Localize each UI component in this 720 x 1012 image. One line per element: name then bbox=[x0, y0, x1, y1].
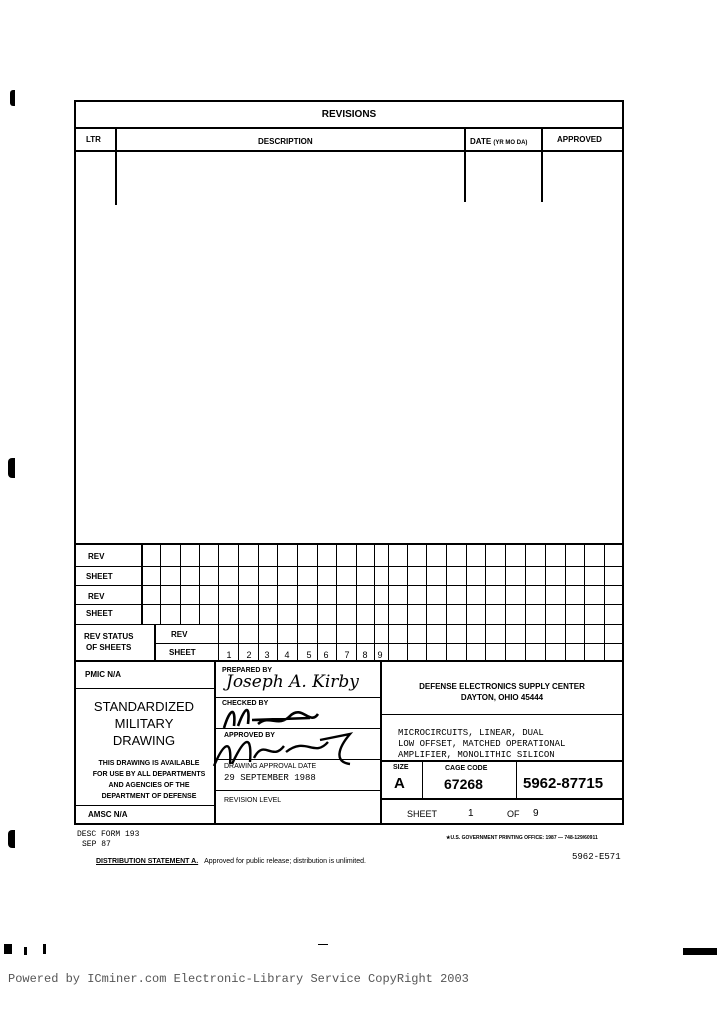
col-date-label: DATE bbox=[470, 137, 492, 146]
sheet-number-5: 5 bbox=[306, 650, 312, 660]
scan-artifact-4 bbox=[318, 944, 328, 945]
avail-line4: DEPARTMENT OF DEFENSE bbox=[101, 793, 197, 800]
sheet-number-3: 3 bbox=[264, 650, 270, 660]
grid-col-5 bbox=[297, 543, 298, 660]
avail-line2: FOR USE BY ALL DEPARTMENTS bbox=[92, 771, 206, 778]
cage-code-value: 67268 bbox=[444, 776, 483, 792]
grid-col-16 bbox=[505, 543, 506, 660]
col-ltr: LTR bbox=[86, 135, 101, 144]
grid-rule-4 bbox=[74, 604, 624, 605]
std-mil-drawing bbox=[74, 698, 214, 749]
grid-rule-1 bbox=[74, 543, 624, 545]
binding-mark-top bbox=[10, 90, 15, 106]
tb-pmic-rule bbox=[74, 688, 214, 689]
grid-col-7 bbox=[336, 543, 337, 660]
grid-sheet-label: SHEET bbox=[86, 572, 113, 581]
grid-col-18 bbox=[545, 543, 546, 660]
grid-col-15 bbox=[485, 543, 486, 660]
col-date bbox=[470, 137, 527, 146]
prepared-signature: Joseph A. Kirby bbox=[226, 672, 359, 692]
drawing-title bbox=[398, 728, 565, 761]
sheet-number-8: 8 bbox=[362, 650, 368, 660]
prepared-by-label: PREPARED BY bbox=[222, 667, 273, 674]
gpo-notice: ★U.S. GOVERNMENT PRINTING OFFICE: 1987 — 748-129/60911 bbox=[446, 835, 598, 841]
grid-col-a bbox=[160, 543, 161, 624]
form-line2: SEP 87 bbox=[82, 840, 111, 849]
grid-col-20 bbox=[584, 543, 585, 660]
col-approved: APPROVED bbox=[557, 135, 602, 144]
scan-artifact-5 bbox=[683, 948, 717, 955]
sheet-number-4: 4 bbox=[284, 650, 290, 660]
grid-col-13 bbox=[446, 543, 447, 660]
rev-col-divider-2 bbox=[464, 127, 466, 202]
approval-date-value: 29 SEPTEMBER 1988 bbox=[224, 773, 316, 783]
distribution-statement bbox=[96, 858, 366, 865]
watermark: Powered by ICminer.com Electronic-Library Service CopyRight 2003 bbox=[8, 972, 469, 986]
form-number bbox=[77, 830, 139, 850]
rev-col-divider-3 bbox=[541, 127, 543, 202]
of-label: OF bbox=[507, 809, 520, 819]
size-label: SIZE bbox=[393, 764, 409, 771]
avail-line1: THIS DRAWING IS AVAILABLE bbox=[98, 760, 200, 767]
title-line3: AMPLIFIER, MONOLITHIC SILICON bbox=[398, 750, 555, 760]
grid-rule-5 bbox=[74, 624, 624, 625]
grid-col-19 bbox=[565, 543, 566, 660]
grid-col-2 bbox=[238, 543, 239, 660]
approval-date-label: DRAWING APPROVAL DATE bbox=[224, 763, 317, 770]
availability-note bbox=[74, 758, 224, 802]
rev-col-divider-1 bbox=[115, 127, 117, 205]
tb-amsc-rule bbox=[74, 805, 214, 806]
tb-prepared-rule bbox=[214, 697, 380, 698]
grid-col-21 bbox=[604, 543, 605, 660]
sheet-label: SHEET bbox=[407, 809, 438, 819]
approved-by-label: APPROVED BY bbox=[224, 732, 275, 739]
agency-name bbox=[380, 681, 624, 703]
col-description: DESCRIPTION bbox=[258, 137, 313, 146]
binding-mark-bottom bbox=[8, 830, 15, 848]
grid-col-3 bbox=[258, 543, 259, 660]
drawing-number: 5962-87715 bbox=[523, 775, 604, 792]
grid-col-4 bbox=[277, 543, 278, 660]
tb-size-divider bbox=[422, 760, 423, 798]
distribution-label: DISTRIBUTION STATEMENT A. bbox=[96, 858, 199, 865]
pmic-label: PMIC N/A bbox=[85, 670, 121, 679]
col-date-sub: (YR MO DA) bbox=[493, 140, 528, 146]
title-line2: LOW OFFSET, MATCHED OPERATIONAL bbox=[398, 739, 566, 749]
sheet-number-1: 1 bbox=[226, 650, 232, 660]
distribution-text: Approved for public release; distribution is unlimited. bbox=[204, 858, 366, 865]
of-value: 9 bbox=[533, 808, 539, 819]
grid-col-14 bbox=[466, 543, 467, 660]
revisions-title: REVISIONS bbox=[321, 109, 377, 120]
sheet-number-7: 7 bbox=[344, 650, 350, 660]
grid-col-9 bbox=[374, 543, 375, 660]
grid-rule-7 bbox=[74, 660, 624, 662]
grid-col-8 bbox=[356, 543, 357, 660]
amsc-label: AMSC N/A bbox=[88, 810, 128, 819]
grid-col-17 bbox=[525, 543, 526, 660]
sheet-number-2: 2 bbox=[246, 650, 252, 660]
grid-col-12 bbox=[426, 543, 427, 660]
grid-sheet2-label: SHEET bbox=[86, 609, 113, 618]
tb-date-rule bbox=[214, 790, 380, 791]
tb-agency-rule bbox=[380, 714, 624, 715]
agency-line1: DEFENSE ELECTRONICS SUPPLY CENTER bbox=[419, 682, 585, 691]
grid-col-6 bbox=[317, 543, 318, 660]
std-line3: DRAWING bbox=[112, 733, 176, 748]
status-sheet-label: SHEET bbox=[169, 648, 196, 657]
grid-rev2-label: REV bbox=[88, 592, 105, 601]
title-line1: MICROCIRCUITS, LINEAR, DUAL bbox=[398, 728, 544, 738]
grid-col-c bbox=[199, 543, 200, 624]
grid-col-b bbox=[180, 543, 181, 624]
checked-by-label: CHECKED BY bbox=[222, 700, 269, 707]
grid-status-divider bbox=[154, 624, 156, 660]
agency-line2: DAYTON, OHIO 45444 bbox=[460, 693, 544, 702]
std-line2: MILITARY bbox=[114, 716, 174, 731]
grid-label-divider bbox=[141, 543, 143, 624]
status-rev-label: REV bbox=[171, 630, 188, 639]
binding-mark-middle bbox=[8, 458, 15, 478]
sheet-number-9: 9 bbox=[377, 650, 383, 660]
tb-cage-divider bbox=[516, 760, 517, 798]
scan-artifact-3 bbox=[43, 944, 46, 954]
scan-artifact-1 bbox=[4, 944, 12, 954]
rev-status-line2: OF SHEETS bbox=[86, 643, 132, 652]
grid-rev-label: REV bbox=[88, 552, 105, 561]
avail-line3: AND AGENCIES OF THE bbox=[108, 782, 190, 789]
grid-rule-2 bbox=[74, 566, 624, 567]
cage-code-label: CAGE CODE bbox=[445, 765, 488, 772]
grid-col-1 bbox=[218, 543, 219, 660]
std-line1: STANDARDIZED bbox=[93, 699, 195, 714]
sheet-value: 1 bbox=[468, 808, 474, 819]
form-line1: DESC FORM 193 bbox=[77, 830, 140, 839]
sheet-number-6: 6 bbox=[323, 650, 329, 660]
tb-size-rule bbox=[380, 798, 624, 800]
revision-level-label: REVISION LEVEL bbox=[224, 797, 282, 804]
rev-status-line1: REV STATUS bbox=[84, 632, 134, 641]
size-value: A bbox=[394, 775, 405, 792]
grid-rule-3 bbox=[74, 585, 624, 586]
grid-col-11 bbox=[407, 543, 408, 660]
scan-artifact-2 bbox=[24, 947, 27, 955]
grid-col-10 bbox=[388, 543, 389, 660]
document-code: 5962-E571 bbox=[572, 852, 621, 862]
grid-rule-6 bbox=[154, 643, 624, 644]
